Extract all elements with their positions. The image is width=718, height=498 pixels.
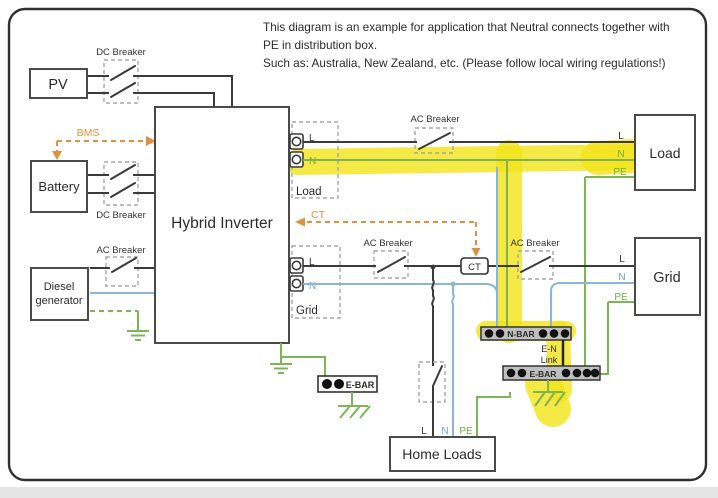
header-line-1: This diagram is an example for application that Neutral connects together with [263, 20, 670, 34]
grid-box-pe-label: PE [614, 292, 628, 303]
grid-terminal-l-label: L [309, 257, 315, 268]
e-bar-left-hole [322, 379, 332, 389]
e-bar-hole [573, 369, 582, 378]
load-label: Load [649, 145, 681, 161]
home-loads-label: Home Loads [402, 446, 482, 462]
load-box-pe-label: PE [613, 167, 627, 178]
diesel-node [31, 268, 88, 320]
grid-label: Grid [653, 270, 681, 286]
load-l-terminal-hole [292, 137, 300, 145]
home-n-label: N [441, 426, 449, 437]
pv-label: PV [48, 77, 68, 93]
en-link-label-1: E-N [541, 344, 557, 354]
home-pe-label: PE [459, 426, 473, 437]
diesel-label-2: generator [35, 295, 83, 307]
grid-n-terminal-hole [292, 279, 300, 287]
n-bar-hole [550, 329, 559, 338]
n-bar-hole [539, 329, 548, 338]
load-n-terminal-hole [292, 155, 300, 163]
e-bar-right-label: E-BAR [529, 369, 557, 379]
e-bar-hole [518, 369, 527, 378]
load-terminal-l-label: L [309, 133, 315, 144]
load-box-n-label: N [617, 149, 625, 160]
en-link-label-2: Link [540, 355, 558, 365]
header-line-3: Such as: Australia, New Zealand, etc. (Please follow local wiring regulations!) [263, 56, 666, 70]
e-bar-left-hole [334, 379, 344, 389]
home-wire-n [452, 284, 454, 437]
e-bar-hole [591, 369, 600, 378]
n-bar-label: N-BAR [507, 329, 535, 339]
battery-dc-breaker-label: DC Breaker [96, 210, 146, 221]
e-bar-hole [507, 369, 516, 378]
n-bar-hole [561, 329, 570, 338]
grid-box-l-label: L [619, 254, 625, 265]
load-ac-breaker-label: AC Breaker [410, 114, 460, 125]
n-bar-hole [496, 329, 505, 338]
e-bar-hole [562, 369, 571, 378]
ct-label: CT [311, 209, 325, 221]
battery-label: Battery [38, 179, 80, 194]
load-port-label: Load [296, 186, 322, 198]
header-line-2: PE in distribution box. [263, 38, 378, 52]
n-bar-hole [485, 329, 494, 338]
e-bar-left-label: E-BAR [345, 380, 375, 390]
grid-box-n-label: N [618, 272, 626, 283]
load-terminal-n-label: N [309, 156, 317, 167]
grid-terminal-n-label: N [309, 281, 317, 292]
e-bar-hole [583, 369, 592, 378]
bms-label: BMS [76, 127, 100, 139]
load-box-l-label: L [618, 131, 624, 142]
grid-l-terminal-hole [292, 261, 300, 269]
pv-dc-breaker-label: DC Breaker [96, 47, 146, 58]
grid-ac-breaker2-label: AC Breaker [510, 238, 560, 249]
hybrid-inverter [155, 107, 289, 343]
home-l-label: L [421, 426, 427, 437]
diesel-ac-breaker-label: AC Breaker [96, 245, 146, 256]
diesel-label-1: Diesel [43, 281, 75, 293]
grid-port-label: Grid [296, 305, 318, 317]
inverter-label: Hybrid Inverter [171, 215, 273, 232]
grid-ac-breaker1-label: AC Breaker [363, 238, 413, 249]
bottom-strip [0, 487, 718, 498]
ct-box-label: CT [468, 262, 481, 273]
